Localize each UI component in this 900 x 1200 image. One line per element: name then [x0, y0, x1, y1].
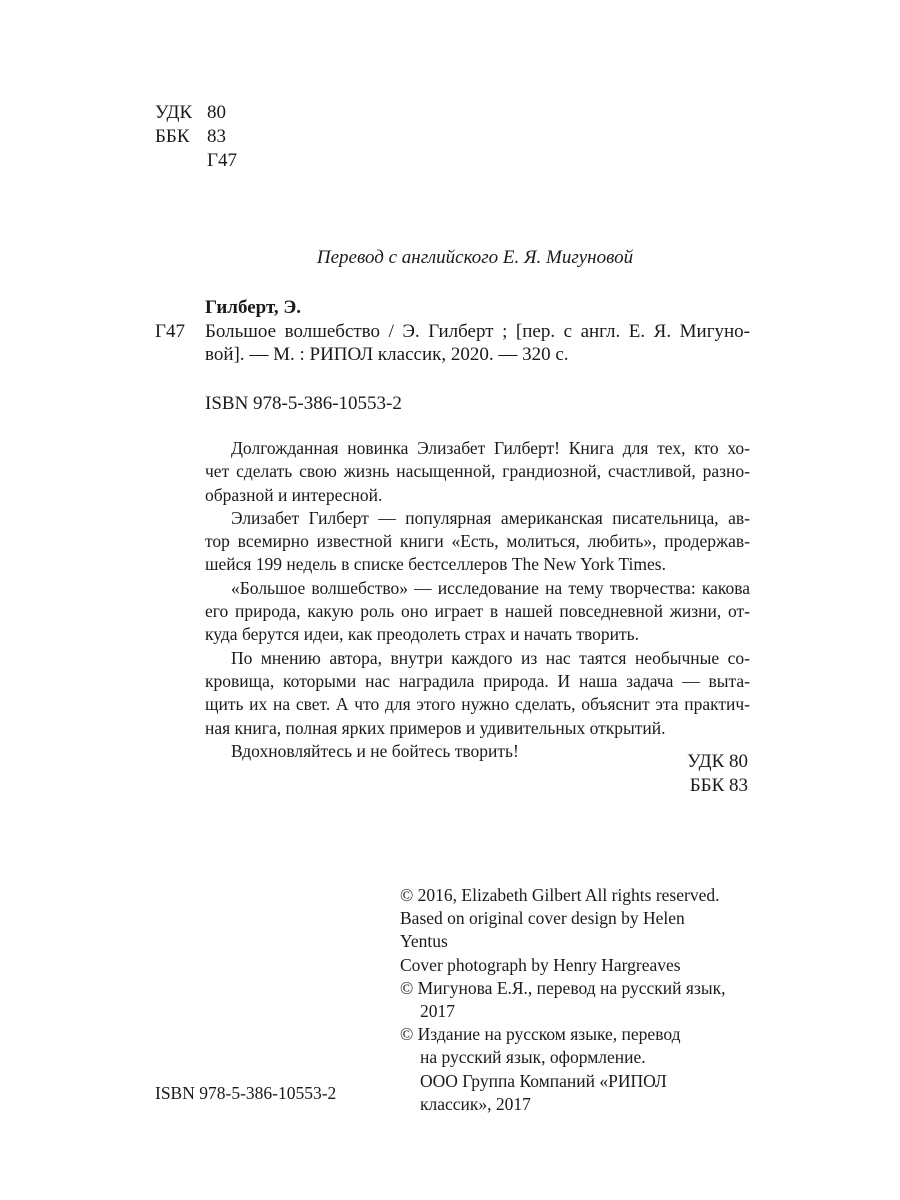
annotation-line: щить их на свет. А что для этого нужно сделать, объяснит эта практич-: [205, 694, 750, 715]
bbk-code: ББК 83: [689, 775, 748, 796]
catalog-line: вой]. — М. : РИПОЛ классик, 2020. — 320 с.: [205, 344, 569, 365]
copyright-line: классик», 2017: [420, 1093, 531, 1114]
annotation-line: По мнению автора, внутри каждого из нас таятся необычные со-: [231, 647, 750, 668]
copyright-line: 2017: [420, 1001, 455, 1022]
annotation-line: «Большое волшебство» — исследование на тему творчества: какова: [231, 577, 750, 598]
catalog-author: Гилберт, Э.: [205, 297, 302, 318]
catalog-line: Большое волшебство / Э. Гилберт ; [пер. с англ. Е. Я. Мигуно-: [205, 321, 750, 342]
copyright-line: Cover photograph by Henry Hargreaves: [400, 954, 681, 975]
udk-code: УДК 80: [687, 751, 748, 772]
annotation-line: ная книга, полная ярких примеров и удивительных открытий.: [205, 717, 666, 738]
author-mark: Г47: [207, 150, 237, 171]
catalog-isbn: ISBN 978-5-386-10553-2: [205, 393, 402, 414]
annotation-line: кровища, которыми нас наградила природа. И наша задача — выта-: [205, 670, 750, 691]
annotation-line: куда берутся идеи, как преодолеть страх и начать творить.: [205, 624, 640, 645]
annotation-line: чет сделать свою жизнь насыщенной, грандиозной, счастливой, разно-: [205, 461, 750, 482]
copyright-line: © 2016, Elizabeth Gilbert All rights reserved.: [400, 885, 720, 905]
udk-label: УДК: [155, 102, 193, 123]
annotation-line: Вдохновляйтесь и не бойтесь творить!: [231, 740, 519, 761]
udk-value: 80: [207, 102, 226, 123]
copyright-line: на русский язык, оформление.: [420, 1047, 646, 1068]
annotation-line: тор всемирно известной книги «Есть, молиться, любить», продержав-: [205, 531, 750, 552]
annotation-line: Элизабет Гилберт — популярная американская писательница, ав-: [231, 507, 750, 528]
bottom-codes: [600, 750, 748, 798]
bbk-value: 83: [207, 126, 226, 147]
bbk-label: ББК: [155, 126, 190, 147]
copyright-line: © Мигунова Е.Я., перевод на русский язык,: [400, 977, 726, 998]
annotation-line: его природа, какую роль оно играет в нашей повседневной жизни, от-: [205, 601, 750, 622]
annotation-line: шейся 199 недель в списке бестселлеров The New York Times.: [205, 554, 666, 575]
catalog-shelf-mark: Г47: [155, 321, 185, 342]
copyright-line: Based on original cover design by Helen: [400, 908, 685, 929]
translator-note: Перевод с английского Е. Я. Мигуновой: [316, 247, 634, 268]
annotation-line: образной и интересной.: [205, 484, 383, 505]
copyright-line: ООО Группа Компаний «РИПОЛ: [420, 1070, 667, 1091]
annotation-line: Долгожданная новинка Элизабет Гилберт! Книга для тех, кто хо-: [231, 438, 750, 458]
copyright-line: Yentus: [400, 931, 448, 952]
isbn-bottom: ISBN 978-5-386-10553-2: [155, 1083, 337, 1103]
copyright-line: © Издание на русском языке, перевод: [400, 1024, 681, 1045]
annotation: [205, 437, 750, 763]
catalog-description: [205, 320, 750, 366]
copyright-block: [400, 884, 750, 1116]
